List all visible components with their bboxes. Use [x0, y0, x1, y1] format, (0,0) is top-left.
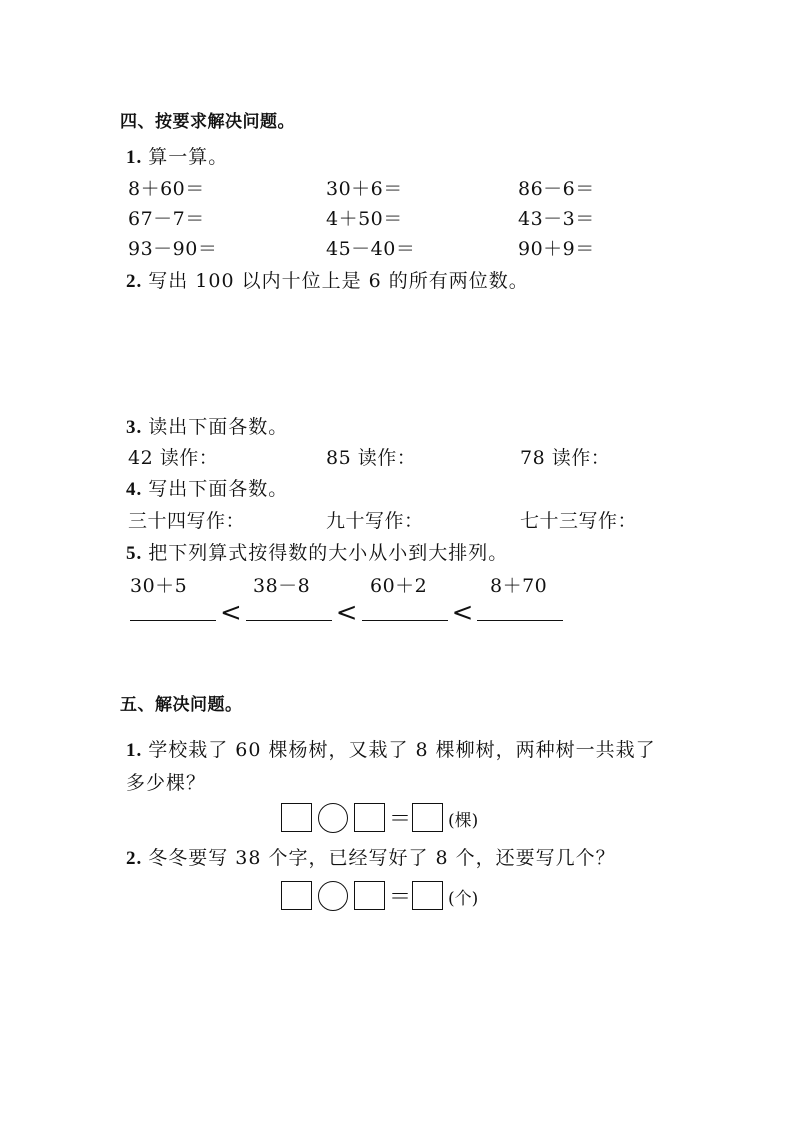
answer-box[interactable]: [281, 803, 312, 832]
calc-item: 93－90＝: [128, 238, 218, 260]
answer-box[interactable]: [354, 803, 385, 832]
less-than-symbol: <: [335, 598, 358, 628]
write-item: 三十四写作：: [128, 510, 246, 532]
write-item: 七十三写作：: [520, 510, 638, 532]
answer-box[interactable]: [281, 881, 312, 910]
order-item: 8＋70: [490, 575, 548, 597]
operator-circle[interactable]: [318, 881, 348, 911]
calc-item: 43－3＝: [518, 208, 595, 230]
question-4-5: [126, 538, 508, 565]
order-item: 60＋2: [370, 575, 428, 597]
write-item: 九十写作：: [326, 510, 424, 532]
calc-item: 30＋6＝: [326, 178, 403, 200]
question-text: 学校栽了 60 棵杨树，又栽了 8 棵柳树，两种树一共栽了: [148, 739, 656, 761]
read-item: 78 读作：: [520, 447, 611, 469]
operator-circle[interactable]: [318, 803, 348, 833]
unit-label: (棵): [448, 811, 479, 831]
read-item: 42 读作：: [128, 447, 219, 469]
answer-blank[interactable]: [362, 619, 448, 621]
equals-sign: ＝: [389, 807, 412, 832]
question-4-2: [126, 266, 529, 293]
question-5-1: [126, 735, 656, 762]
question-text: 写出 100 以内十位上是 6 的所有两位数。: [148, 270, 529, 292]
equals-sign: ＝: [389, 885, 412, 910]
question-4-1: [126, 142, 228, 169]
section-4-title: 四、按要求解决问题。: [120, 112, 295, 132]
answer-blank[interactable]: [477, 619, 563, 621]
question-4-3: [126, 412, 288, 439]
question-text: 读出下面各数。: [148, 416, 289, 438]
less-than-symbol: <: [451, 598, 474, 628]
calc-item: 90＋9＝: [518, 238, 595, 260]
question-number: 2.: [126, 271, 143, 292]
question-5-2: [126, 843, 616, 870]
question-text: 冬冬要写 38 个字，已经写好了 8 个，还要写几个？: [148, 847, 616, 869]
answer-box[interactable]: [412, 881, 443, 910]
unit-label: (个): [448, 889, 479, 909]
answer-box[interactable]: [412, 803, 443, 832]
question-4-4: [126, 474, 288, 501]
question-text: 把下列算式按得数的大小从小到大排列。: [148, 542, 509, 564]
calc-item: 86－6＝: [518, 178, 595, 200]
calc-item: 67－7＝: [128, 208, 205, 230]
calc-item: 45－40＝: [326, 238, 416, 260]
question-5-1-line2: 多少棵？: [126, 772, 207, 794]
question-number: 1.: [126, 740, 143, 761]
answer-box[interactable]: [354, 881, 385, 910]
answer-blank[interactable]: [130, 619, 216, 621]
question-number: 2.: [126, 848, 143, 869]
question-number: 3.: [126, 417, 143, 438]
calc-item: 4＋50＝: [326, 208, 403, 230]
question-number: 5.: [126, 543, 143, 564]
order-item: 30＋5: [130, 575, 188, 597]
section-5-title: 五、解决问题。: [120, 695, 243, 715]
question-text: 算一算。: [148, 146, 229, 168]
less-than-symbol: <: [220, 598, 242, 628]
question-text: 写出下面各数。: [148, 478, 289, 500]
ordering-answer-row: [130, 598, 563, 628]
order-item: 38－8: [253, 575, 311, 597]
question-number: 4.: [126, 479, 143, 500]
answer-blank[interactable]: [246, 619, 332, 621]
question-number: 1.: [126, 147, 143, 168]
calc-item: 8＋60＝: [128, 178, 205, 200]
read-item: 85 读作：: [326, 447, 417, 469]
